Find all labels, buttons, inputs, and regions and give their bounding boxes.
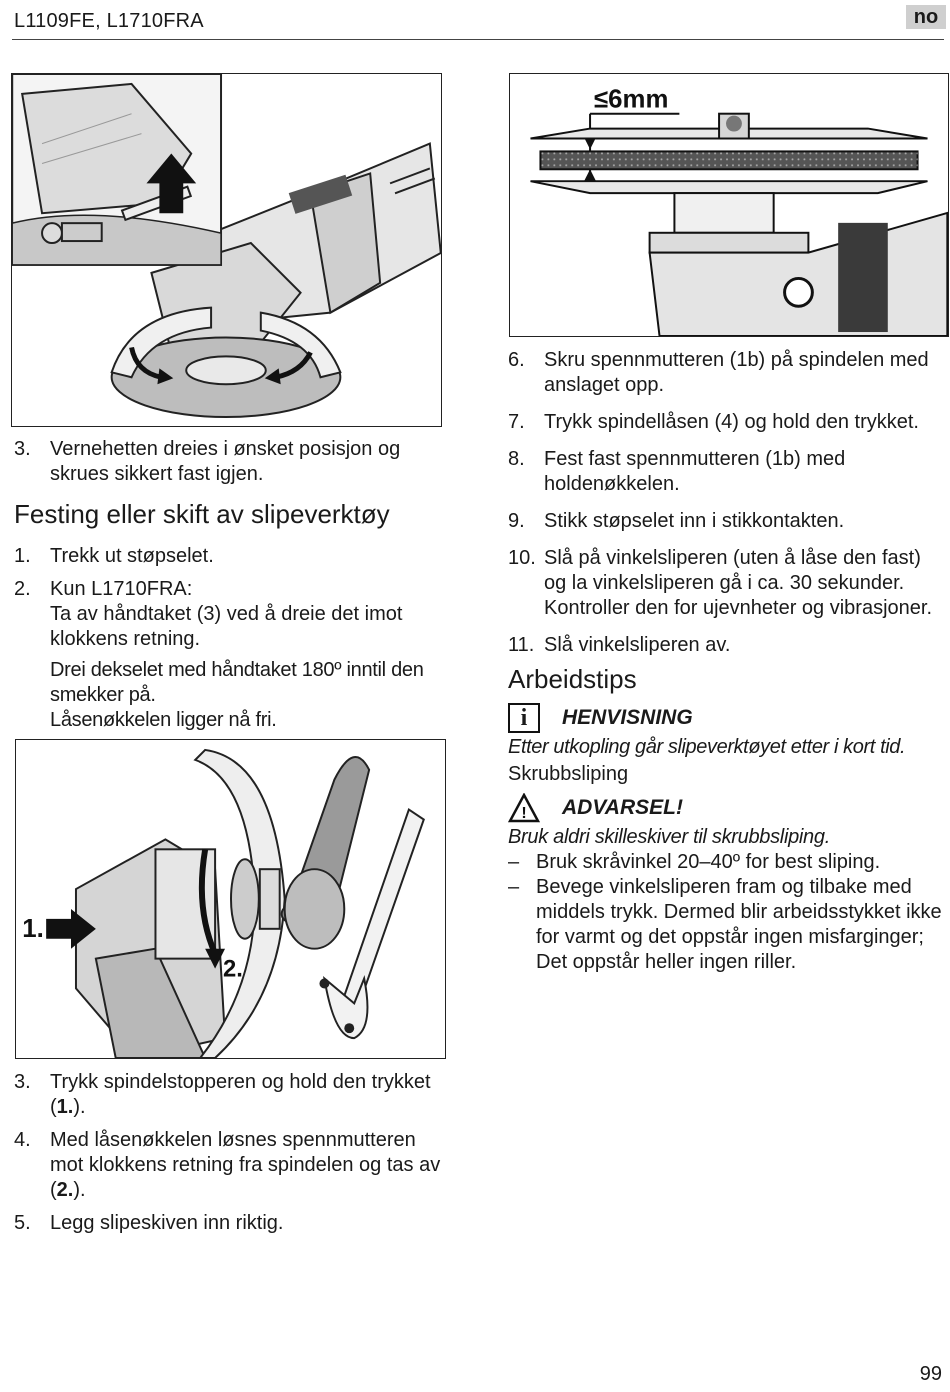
- section-heading: Festing eller skift av slipeverktøy: [14, 499, 390, 529]
- list-number: 4.: [14, 1129, 31, 1151]
- dimension-label: ≤6mm: [594, 85, 669, 114]
- list-item: [14, 1128, 454, 1203]
- list-text: Vernehetten dreies i ønsket posisjon og skrues sikkert fast igjen.: [50, 438, 401, 485]
- info-icon: i: [508, 703, 540, 733]
- bullet-dash: –: [508, 876, 520, 898]
- list-text: Fest fast spennmutteren (1b) med holdenøkkelen.: [544, 448, 846, 495]
- document-model-title: L1109FE, L1710FRA: [14, 10, 204, 32]
- list-number: 3.: [14, 1071, 31, 1093]
- step-label-2: 2.: [223, 955, 243, 983]
- page-number: 99: [919, 1363, 942, 1385]
- bullet-item: [508, 850, 946, 875]
- list-text: Trekk ut støpselet.: [50, 545, 214, 567]
- language-badge: no: [906, 5, 946, 29]
- notice-label: HENVISNING: [562, 706, 693, 729]
- list-number: 6.: [508, 349, 525, 371]
- list-item: [508, 410, 946, 435]
- guard-adjustment-illustration: [12, 74, 441, 426]
- list-item: [508, 447, 946, 497]
- section-heading: Arbeidstips: [508, 664, 637, 694]
- nut-removal-illustration: [16, 740, 445, 1058]
- bullet-item: [508, 875, 946, 975]
- bold-reference: 2.: [56, 1179, 74, 1201]
- notice-box: [508, 701, 946, 735]
- list-item: [508, 348, 946, 398]
- notice-text: Etter utkopling går slipeverktøyet etter i kort tid.: [508, 736, 906, 758]
- list-text: Slå vinkelsliperen av.: [544, 634, 731, 656]
- list-text: Skru spennmutteren (1b) på spindelen med anslaget opp.: [544, 349, 929, 396]
- list-number: 5.: [14, 1212, 31, 1234]
- bullet-text: Bruk skråvinkel 20–40º for best sliping.: [536, 851, 881, 873]
- bold-reference: 1.: [56, 1096, 74, 1118]
- list-number: 3.: [14, 438, 31, 460]
- list-text: Stikk støpselet inn i stikkontakten.: [544, 510, 845, 532]
- list-text: ).: [73, 1179, 86, 1201]
- svg-text:!: !: [521, 805, 527, 822]
- list-number: 8.: [508, 448, 525, 470]
- note-text: Låsenøkkelen ligger nå fri.: [50, 709, 277, 731]
- list-item: [508, 546, 946, 621]
- list-number: 7.: [508, 411, 525, 433]
- list-item: [14, 1211, 454, 1236]
- warning-label: ADVARSEL!: [562, 796, 683, 819]
- list-text: Ta av håndtaket (3) ved å dreie det imot klokkens retning.: [50, 603, 403, 650]
- disc-thickness-illustration: [510, 74, 948, 336]
- figure-nut-removal: [15, 739, 446, 1059]
- list-number: 1.: [14, 545, 31, 567]
- list-text: Trykk spindelstopperen og hold den trykket (: [50, 1071, 431, 1118]
- bullet-dash: –: [508, 851, 520, 873]
- list-text: Slå på vinkelsliperen (uten å låse den fast) og la vinkelsliperen gå i ca. 30 sekunder. Kontroller den for ujevnheter og vibrasjoner.: [544, 547, 933, 619]
- list-item: [14, 544, 444, 569]
- list-item: [508, 509, 946, 534]
- list-number: 11.: [508, 634, 535, 656]
- list-number: 9.: [508, 510, 525, 532]
- list-number: 10.: [508, 547, 536, 569]
- list-text: Kun L1710FRA:: [50, 578, 193, 600]
- figure-disc-thickness: [509, 73, 949, 337]
- header-rule: [12, 39, 944, 40]
- warning-text: Bruk aldri skilleskiver til skrubbsliping.: [508, 826, 830, 848]
- subheading: Skrubbsliping: [508, 763, 629, 785]
- list-number: 2.: [14, 578, 31, 600]
- warning-box: [508, 791, 946, 825]
- figure-guard-adjustment: [11, 73, 442, 427]
- list-item: [14, 1070, 454, 1120]
- warning-icon: [508, 793, 540, 823]
- note-text: Drei dekselet med håndtaket 180º inntil den smekker på.: [50, 659, 424, 706]
- list-item: [14, 437, 444, 487]
- list-text: Med låsenøkkelen løsnes spennmutteren mot klokkens retning fra spindelen og tas av (: [50, 1129, 441, 1201]
- bullet-text: Bevege vinkelsliperen fram og tilbake med middels trykk. Dermed blir arbeidsstykket ikke for varmt og det oppstår ingen misfarginger; Det oppstår heller ingen riller.: [536, 876, 942, 973]
- list-text: Legg slipeskiven inn riktig.: [50, 1212, 284, 1234]
- step-label-1: 1.: [22, 914, 44, 943]
- list-item: [508, 633, 946, 658]
- list-text: ).: [73, 1096, 86, 1118]
- list-item: [14, 577, 444, 652]
- list-text: Trykk spindellåsen (4) og hold den trykket.: [544, 411, 919, 433]
